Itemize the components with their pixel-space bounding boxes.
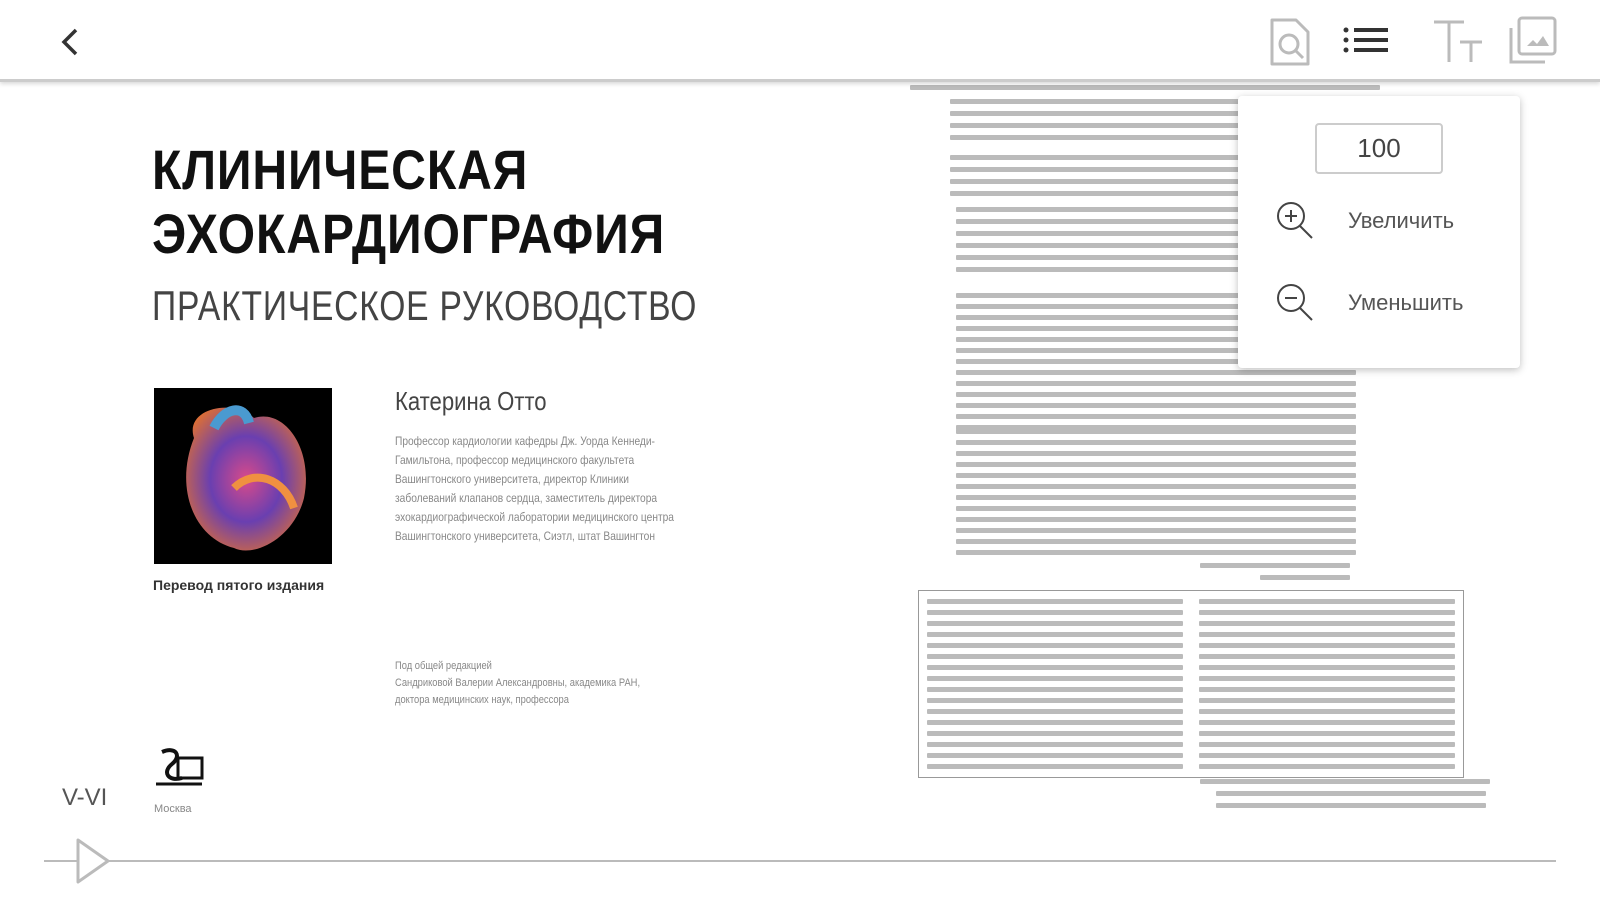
- search-document-icon[interactable]: [1262, 14, 1318, 70]
- text-line: [1199, 687, 1455, 692]
- edition-label: Перевод пятого издания: [153, 577, 325, 593]
- book-title: [152, 138, 665, 266]
- text-line: [927, 599, 1183, 604]
- book-subtitle: ПРАКТИЧЕСКОЕ РУКОВОДСТВО: [152, 282, 698, 329]
- title-line-1: КЛИНИЧЕСКАЯ: [152, 138, 529, 201]
- text-line: [1199, 610, 1455, 615]
- text-line: [1199, 709, 1455, 714]
- contents-list-icon[interactable]: [1340, 14, 1396, 70]
- zoom-out-label: Уменьшить: [1348, 290, 1464, 315]
- zoom-in-icon: [1274, 199, 1318, 243]
- text-line: [1199, 676, 1455, 681]
- text-line: [1200, 563, 1350, 568]
- zoom-out-button[interactable]: [1274, 278, 1504, 328]
- text-line: [956, 495, 1356, 500]
- text-line: [1199, 599, 1455, 604]
- text-line: [1199, 665, 1455, 670]
- text-line: [910, 85, 1380, 90]
- text-line: [927, 676, 1183, 681]
- text-line: [1199, 764, 1455, 769]
- text-line: [1216, 791, 1486, 796]
- back-arrow-icon[interactable]: [56, 24, 86, 60]
- text-line: [1199, 753, 1455, 758]
- text-line: [956, 370, 1356, 375]
- editor-info: [395, 658, 676, 709]
- text-line: [1216, 803, 1486, 808]
- text-line: [956, 381, 1356, 386]
- text-line: [927, 709, 1183, 714]
- zoom-in-button[interactable]: [1274, 196, 1504, 246]
- publisher-logo: [152, 744, 208, 794]
- text-line: [1199, 643, 1455, 648]
- zoom-popup: [1238, 96, 1520, 368]
- text-line: [956, 550, 1356, 555]
- editor-label: Под общей редакцией: [395, 660, 492, 672]
- text-line: [956, 473, 1356, 478]
- text-line: [927, 720, 1183, 725]
- publisher-city: Москва: [154, 803, 192, 815]
- text-line: [927, 731, 1183, 736]
- text-line: [956, 506, 1356, 511]
- text-line: [956, 451, 1356, 456]
- text-line: [956, 429, 1356, 434]
- text-line: [1200, 779, 1490, 784]
- text-line: [956, 414, 1356, 419]
- top-toolbar: [0, 0, 1600, 82]
- text-line: [1199, 731, 1455, 736]
- text-line: [1199, 742, 1455, 747]
- text-line: [1199, 720, 1455, 725]
- zoom-value-field[interactable]: 100: [1315, 123, 1443, 174]
- text-line: [927, 610, 1183, 615]
- author-bio: Профессор кардиологии кафедры Дж. Уорда Кеннеди-Гамильтона, профессор медицинского факультета Вашингтонского университета, директор Клиники заболеваний клапанов сердца, заместитель директора эхокардиографической лаборатории медицинского центра Вашингтонского университета, Сиэтл, штат Вашингтон: [395, 434, 674, 543]
- title-line-2: ЭХОКАРДИОГРАФИЯ: [152, 202, 666, 265]
- page-slider-track[interactable]: [44, 860, 1556, 862]
- text-line: [1199, 632, 1455, 637]
- text-line: [927, 632, 1183, 637]
- page-slider-thumb[interactable]: [74, 836, 114, 886]
- text-line: [956, 517, 1356, 522]
- text-line: [927, 753, 1183, 758]
- text-line: [956, 392, 1356, 397]
- text-line: [927, 698, 1183, 703]
- text-line: [1199, 698, 1455, 703]
- text-line: [927, 742, 1183, 747]
- text-line: [927, 643, 1183, 648]
- annotation-box: [918, 590, 1464, 778]
- text-line: [1199, 654, 1455, 659]
- page-indicator: V-VI: [62, 784, 108, 811]
- text-line: [956, 462, 1356, 467]
- heart-cover-image: [154, 388, 332, 564]
- text-line: [1260, 575, 1350, 580]
- text-line: [927, 687, 1183, 692]
- text-line: [1199, 621, 1455, 626]
- text-size-icon[interactable]: [1430, 14, 1486, 70]
- text-line: [956, 539, 1356, 544]
- text-line: [956, 484, 1356, 489]
- gallery-icon[interactable]: [1505, 14, 1561, 70]
- text-line: [956, 440, 1356, 445]
- author-name: Катерина Отто: [395, 386, 547, 416]
- editor-name: Сандриковой Валерии Александровны, академика РАН, доктора медицинских наук, профессора: [395, 677, 641, 706]
- text-line: [956, 403, 1356, 408]
- zoom-out-icon: [1274, 281, 1318, 325]
- text-line: [927, 665, 1183, 670]
- text-line: [927, 621, 1183, 626]
- text-line: [927, 654, 1183, 659]
- text-line: [956, 528, 1356, 533]
- zoom-in-label: Увеличить: [1348, 208, 1455, 233]
- text-line: [927, 764, 1183, 769]
